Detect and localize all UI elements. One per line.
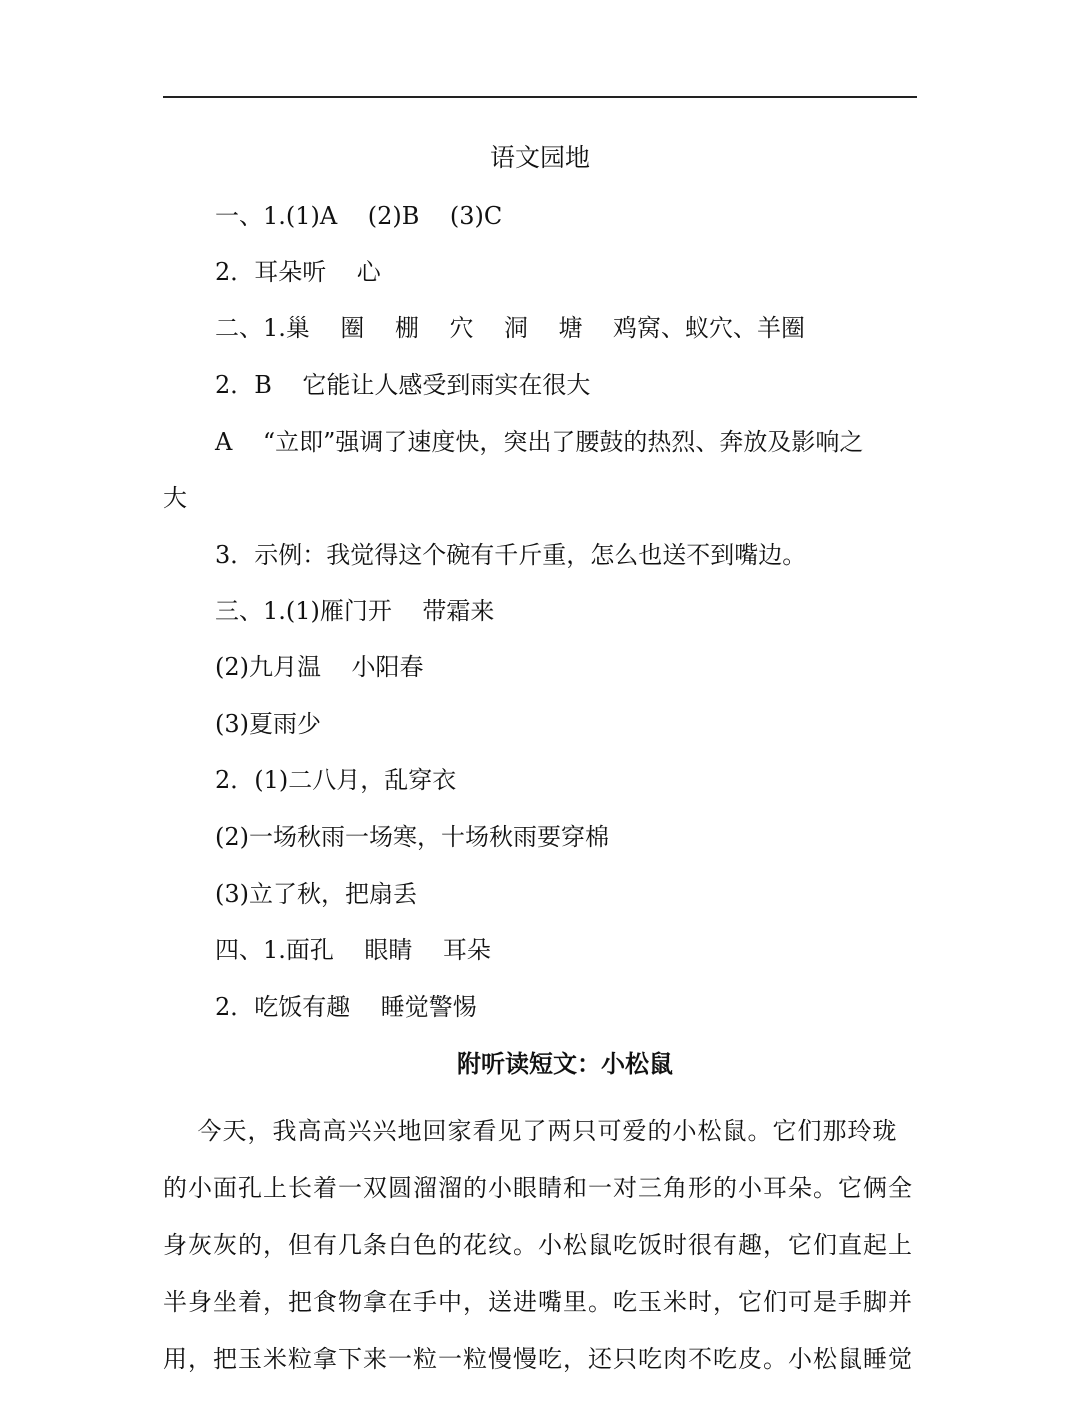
- answer-line: 2．(1)二八月，乱穿衣: [215, 766, 457, 794]
- reading-title: 附听读短文：小松鼠: [457, 1050, 673, 1078]
- answer-line: 大: [163, 484, 187, 512]
- answer-line: 2．耳朵听 心: [215, 258, 381, 286]
- reading-line: 半身坐着，把食物拿在手中，送进嘴里。吃玉米时，它们可是手脚并: [163, 1288, 913, 1316]
- answer-line: 3．示例：我觉得这个碗有千斤重，怎么也送不到嘴边。: [215, 541, 807, 569]
- answer-line: (2)九月温 小阳春: [215, 653, 424, 681]
- answer-line: A “立即”强调了速度快，突出了腰鼓的热烈、奔放及影响之: [215, 428, 864, 456]
- answer-line: (3)夏雨少: [215, 710, 321, 738]
- answer-line: (2)一场秋雨一场寒，十场秋雨要穿棉: [215, 823, 609, 851]
- reading-paragraph: [163, 1103, 917, 1388]
- answer-line: 四、1.面孔 眼睛 耳朵: [215, 936, 491, 964]
- header-rule: [163, 96, 917, 98]
- answer-line: 三、1.(1)雁门开 带霜来: [215, 597, 495, 625]
- reading-line: 身灰灰的，但有几条白色的花纹。小松鼠吃饭时很有趣，它们直起上: [163, 1231, 913, 1259]
- page-title: 语文园地: [489, 143, 590, 172]
- answer-line: 2．B 它能让人感受到雨实在很大: [215, 371, 591, 399]
- answer-line: (3)立了秋，把扇丢: [215, 880, 417, 908]
- reading-line: 的小面孔上长着一双圆溜溜的小眼睛和一对三角形的小耳朵。它俩全: [163, 1174, 913, 1202]
- answer-line: 二、1.巢 圈 棚 穴 洞 塘 鸡窝、蚁穴、羊圈: [215, 314, 805, 342]
- answer-line: 一、1.(1)A (2)B (3)C: [215, 202, 503, 230]
- reading-line: 用，把玉米粒拿下来一粒一粒慢慢吃，还只吃肉不吃皮。小松鼠睡觉: [163, 1345, 913, 1373]
- reading-line: 今天，我高高兴兴地回家看见了两只可爱的小松鼠。它们那玲珑: [163, 1117, 898, 1145]
- answer-line: 2．吃饭有趣 睡觉警惕: [215, 993, 477, 1021]
